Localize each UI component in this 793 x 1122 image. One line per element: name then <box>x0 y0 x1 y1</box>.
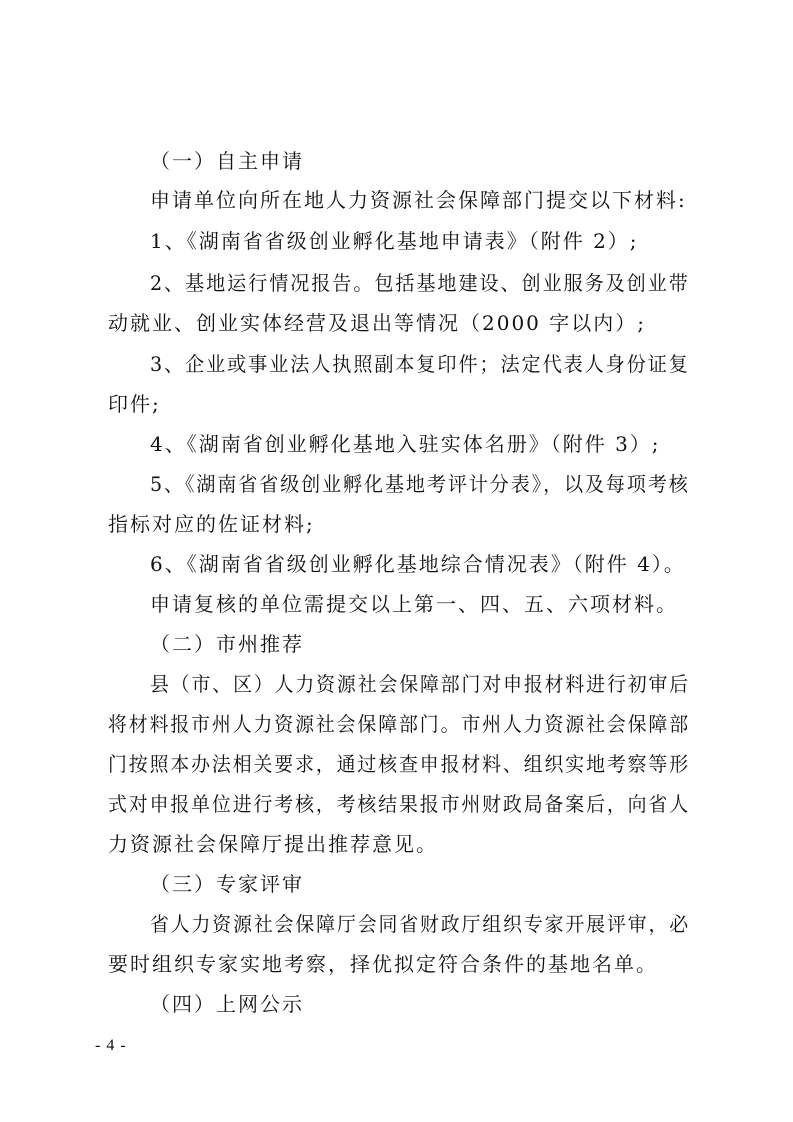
page-number: - 4 - <box>95 1037 127 1054</box>
list-item-6: 6、《湖南省省级创业孵化基地综合情况表》（附件 4）。 <box>150 552 686 576</box>
list-item-2: 2、基地运行情况报告。包括基地建设、创业服务及创业带 <box>150 271 690 295</box>
text-line: 指标对应的佐证材料; <box>108 512 315 536</box>
section-heading-4: （四）上网公示 <box>150 992 304 1016</box>
text-line: 式对申报单位进行考核，考核结果报市州财政局备案后，向省人 <box>108 792 690 816</box>
text-line: 申请单位向所在地人力资源社会保障部门提交以下材料: <box>150 188 687 212</box>
section-heading-2: （二）市州推荐 <box>150 632 304 656</box>
list-item-3: 3、企业或事业法人执照副本复印件；法定代表人身份证复 <box>150 352 690 376</box>
list-item-5: 5、《湖南省省级创业孵化基地考评计分表》，以及每项考核 <box>150 472 690 496</box>
section-heading-1: （一）自主申请 <box>150 149 304 173</box>
text-line: 申请复核的单位需提交以上第一、四、五、六项材料。 <box>150 592 678 616</box>
list-item-1: 1、《湖南省省级创业孵化基地申请表》（附件 2）; <box>150 229 639 253</box>
text-line: 动就业、创业实体经营及退出等情况（2000 字以内）; <box>108 311 646 335</box>
section-heading-3: （三）专家评审 <box>150 872 304 896</box>
list-item-4: 4、《湖南省创业孵化基地入驻实体名册》（附件 3）; <box>150 432 661 456</box>
text-line: 县（市、区）人力资源社会保障部门对申报材料进行初审后 <box>150 672 691 696</box>
text-line: 门按照本办法相关要求，通过核查申报材料、组织实地考察等形 <box>108 752 690 776</box>
text-line: 将材料报市州人力资源社会保障部门。市州人力资源社会保障部 <box>108 712 690 736</box>
text-line: 要时组织专家实地考察，择优拟定符合条件的基地名单。 <box>108 952 658 976</box>
text-line: 力资源社会保障厅提出推荐意见。 <box>108 832 438 856</box>
text-line: 省人力资源社会保障厅会同省财政厅组织专家开展评审，必 <box>150 912 691 936</box>
text-line: 印件; <box>108 392 161 416</box>
